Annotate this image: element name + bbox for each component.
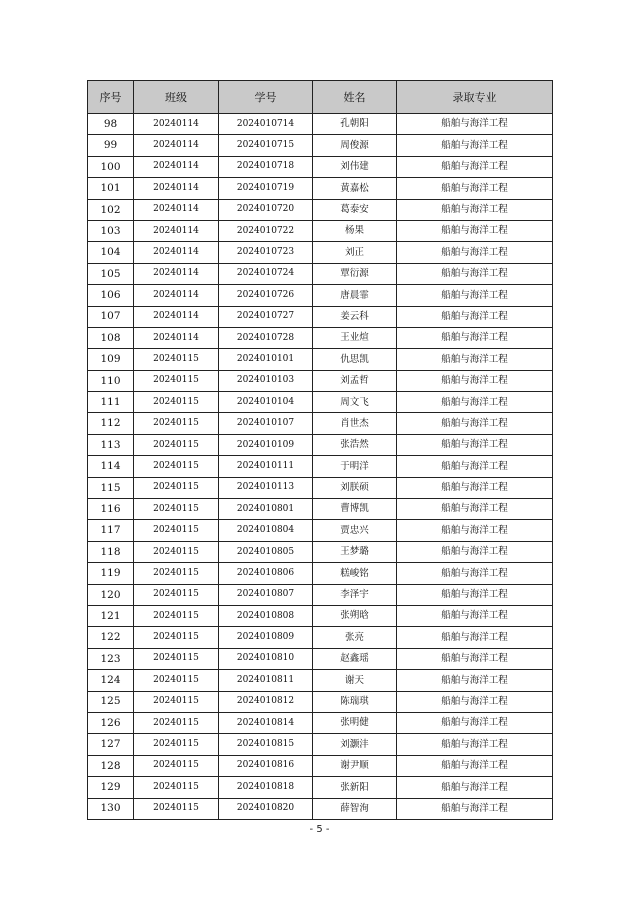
cell-class: 20240115 [134, 370, 219, 391]
cell-name: 薛智洵 [313, 798, 397, 819]
cell-student-id: 2024010816 [219, 755, 313, 776]
cell-class: 20240115 [134, 605, 219, 626]
cell-name: 刘灏沣 [313, 734, 397, 755]
cell-class: 20240115 [134, 434, 219, 455]
cell-student-id: 2024010104 [219, 392, 313, 413]
cell-seq: 122 [88, 627, 134, 648]
cell-student-id: 2024010103 [219, 370, 313, 391]
cell-name: 糕峻铭 [313, 563, 397, 584]
cell-major: 船舶与海洋工程 [397, 220, 553, 241]
table-row [88, 648, 553, 669]
cell-name: 黄嘉松 [313, 178, 397, 199]
cell-class: 20240115 [134, 541, 219, 562]
cell-seq: 118 [88, 541, 134, 562]
cell-major: 船舶与海洋工程 [397, 413, 553, 434]
cell-major: 船舶与海洋工程 [397, 370, 553, 391]
table-row [88, 349, 553, 370]
cell-student-id: 2024010805 [219, 541, 313, 562]
cell-seq: 104 [88, 242, 134, 263]
cell-seq: 120 [88, 584, 134, 605]
table-row [88, 135, 553, 156]
cell-major: 船舶与海洋工程 [397, 306, 553, 327]
cell-name: 刘正 [313, 242, 397, 263]
cell-student-id: 2024010806 [219, 563, 313, 584]
cell-name: 王业煊 [313, 327, 397, 348]
cell-student-id: 2024010718 [219, 156, 313, 177]
cell-seq: 114 [88, 456, 134, 477]
cell-class: 20240115 [134, 712, 219, 733]
cell-class: 20240115 [134, 755, 219, 776]
cell-class: 20240115 [134, 691, 219, 712]
cell-seq: 110 [88, 370, 134, 391]
cell-class: 20240115 [134, 584, 219, 605]
cell-major: 船舶与海洋工程 [397, 627, 553, 648]
cell-seq: 121 [88, 605, 134, 626]
cell-class: 20240115 [134, 648, 219, 669]
table-row [88, 178, 553, 199]
cell-seq: 117 [88, 520, 134, 541]
cell-name: 王梦璐 [313, 541, 397, 562]
cell-major: 船舶与海洋工程 [397, 456, 553, 477]
cell-major: 船舶与海洋工程 [397, 520, 553, 541]
cell-major: 船舶与海洋工程 [397, 135, 553, 156]
cell-major: 船舶与海洋工程 [397, 392, 553, 413]
cell-class: 20240114 [134, 220, 219, 241]
cell-seq: 111 [88, 392, 134, 413]
cell-class: 20240114 [134, 135, 219, 156]
cell-name: 刘孟哲 [313, 370, 397, 391]
cell-seq: 129 [88, 777, 134, 798]
cell-class: 20240114 [134, 327, 219, 348]
table-row [88, 605, 553, 626]
cell-student-id: 2024010804 [219, 520, 313, 541]
cell-name: 李泽宇 [313, 584, 397, 605]
cell-student-id: 2024010113 [219, 477, 313, 498]
cell-name: 肖世杰 [313, 413, 397, 434]
cell-student-id: 2024010801 [219, 499, 313, 520]
table-row [88, 392, 553, 413]
cell-name: 谢尹顺 [313, 755, 397, 776]
cell-student-id: 2024010715 [219, 135, 313, 156]
cell-major: 船舶与海洋工程 [397, 777, 553, 798]
cell-student-id: 2024010720 [219, 199, 313, 220]
cell-student-id: 2024010818 [219, 777, 313, 798]
table-row [88, 477, 553, 498]
table-row [88, 563, 553, 584]
cell-name: 张明健 [313, 712, 397, 733]
cell-name: 贾忠兴 [313, 520, 397, 541]
cell-student-id: 2024010714 [219, 114, 313, 135]
table-row [88, 520, 553, 541]
cell-student-id: 2024010820 [219, 798, 313, 819]
table-header-row [88, 81, 553, 114]
cell-student-id: 2024010810 [219, 648, 313, 669]
table-row [88, 199, 553, 220]
cell-name: 周俊源 [313, 135, 397, 156]
cell-seq: 101 [88, 178, 134, 199]
table-row [88, 541, 553, 562]
cell-name: 曹博凯 [313, 499, 397, 520]
header-student-id: 学号 [219, 81, 313, 114]
table-row [88, 370, 553, 391]
cell-major: 船舶与海洋工程 [397, 242, 553, 263]
cell-major: 船舶与海洋工程 [397, 712, 553, 733]
cell-class: 20240115 [134, 563, 219, 584]
cell-name: 张亮 [313, 627, 397, 648]
table-row [88, 670, 553, 691]
cell-class: 20240114 [134, 242, 219, 263]
cell-name: 覃衍源 [313, 263, 397, 284]
cell-class: 20240115 [134, 392, 219, 413]
cell-seq: 112 [88, 413, 134, 434]
cell-student-id: 2024010809 [219, 627, 313, 648]
cell-seq: 126 [88, 712, 134, 733]
cell-major: 船舶与海洋工程 [397, 349, 553, 370]
cell-major: 船舶与海洋工程 [397, 798, 553, 819]
cell-major: 船舶与海洋工程 [397, 114, 553, 135]
admission-table [87, 80, 553, 820]
cell-major: 船舶与海洋工程 [397, 734, 553, 755]
cell-seq: 100 [88, 156, 134, 177]
cell-student-id: 2024010109 [219, 434, 313, 455]
cell-major: 船舶与海洋工程 [397, 477, 553, 498]
header-class: 班级 [134, 81, 219, 114]
cell-major: 船舶与海洋工程 [397, 648, 553, 669]
cell-seq: 109 [88, 349, 134, 370]
cell-class: 20240114 [134, 263, 219, 284]
cell-seq: 116 [88, 499, 134, 520]
table-row [88, 220, 553, 241]
cell-name: 唐晨霏 [313, 285, 397, 306]
page-number: - 5 - [309, 824, 330, 835]
table-row [88, 584, 553, 605]
cell-student-id: 2024010811 [219, 670, 313, 691]
cell-student-id: 2024010815 [219, 734, 313, 755]
cell-seq: 107 [88, 306, 134, 327]
cell-seq: 123 [88, 648, 134, 669]
table-row [88, 263, 553, 284]
table-row [88, 434, 553, 455]
cell-student-id: 2024010724 [219, 263, 313, 284]
cell-major: 船舶与海洋工程 [397, 499, 553, 520]
cell-class: 20240115 [134, 499, 219, 520]
cell-major: 船舶与海洋工程 [397, 178, 553, 199]
cell-name: 葛泰安 [313, 199, 397, 220]
cell-class: 20240114 [134, 156, 219, 177]
cell-seq: 99 [88, 135, 134, 156]
cell-seq: 119 [88, 563, 134, 584]
table-row [88, 798, 553, 819]
table-row [88, 285, 553, 306]
cell-class: 20240114 [134, 306, 219, 327]
table-row [88, 413, 553, 434]
header-major: 录取专业 [397, 81, 553, 114]
cell-student-id: 2024010727 [219, 306, 313, 327]
cell-class: 20240114 [134, 199, 219, 220]
cell-name: 孔朝阳 [313, 114, 397, 135]
cell-name: 刘朕硕 [313, 477, 397, 498]
cell-major: 船舶与海洋工程 [397, 563, 553, 584]
cell-class: 20240115 [134, 627, 219, 648]
cell-class: 20240114 [134, 178, 219, 199]
cell-seq: 108 [88, 327, 134, 348]
cell-class: 20240115 [134, 734, 219, 755]
cell-seq: 105 [88, 263, 134, 284]
cell-class: 20240115 [134, 413, 219, 434]
cell-name: 仇思凯 [313, 349, 397, 370]
cell-major: 船舶与海洋工程 [397, 691, 553, 712]
cell-seq: 103 [88, 220, 134, 241]
table-row [88, 156, 553, 177]
cell-seq: 124 [88, 670, 134, 691]
cell-student-id: 2024010808 [219, 605, 313, 626]
cell-student-id: 2024010812 [219, 691, 313, 712]
cell-major: 船舶与海洋工程 [397, 156, 553, 177]
table-row [88, 777, 553, 798]
table-row [88, 114, 553, 135]
cell-major: 船舶与海洋工程 [397, 670, 553, 691]
cell-major: 船舶与海洋工程 [397, 755, 553, 776]
cell-major: 船舶与海洋工程 [397, 434, 553, 455]
cell-name: 于明洋 [313, 456, 397, 477]
cell-student-id: 2024010101 [219, 349, 313, 370]
cell-seq: 102 [88, 199, 134, 220]
cell-major: 船舶与海洋工程 [397, 605, 553, 626]
table-body [88, 114, 553, 820]
table-row [88, 327, 553, 348]
cell-name: 张新阳 [313, 777, 397, 798]
cell-major: 船舶与海洋工程 [397, 327, 553, 348]
cell-student-id: 2024010722 [219, 220, 313, 241]
cell-name: 杨果 [313, 220, 397, 241]
cell-seq: 125 [88, 691, 134, 712]
cell-student-id: 2024010814 [219, 712, 313, 733]
cell-class: 20240115 [134, 777, 219, 798]
cell-student-id: 2024010111 [219, 456, 313, 477]
cell-class: 20240115 [134, 477, 219, 498]
table-row [88, 456, 553, 477]
cell-major: 船舶与海洋工程 [397, 584, 553, 605]
cell-name: 张浩然 [313, 434, 397, 455]
cell-class: 20240115 [134, 798, 219, 819]
cell-name: 张朔晗 [313, 605, 397, 626]
table-row [88, 242, 553, 263]
table-row [88, 691, 553, 712]
cell-seq: 98 [88, 114, 134, 135]
table-row [88, 306, 553, 327]
table-row [88, 755, 553, 776]
cell-class: 20240114 [134, 114, 219, 135]
cell-name: 周文飞 [313, 392, 397, 413]
cell-seq: 113 [88, 434, 134, 455]
table-row [88, 734, 553, 755]
cell-student-id: 2024010107 [219, 413, 313, 434]
cell-student-id: 2024010807 [219, 584, 313, 605]
cell-seq: 106 [88, 285, 134, 306]
cell-class: 20240115 [134, 349, 219, 370]
cell-student-id: 2024010723 [219, 242, 313, 263]
cell-student-id: 2024010719 [219, 178, 313, 199]
cell-student-id: 2024010726 [219, 285, 313, 306]
table-row [88, 499, 553, 520]
cell-seq: 127 [88, 734, 134, 755]
cell-seq: 130 [88, 798, 134, 819]
cell-major: 船舶与海洋工程 [397, 541, 553, 562]
cell-name: 姜云科 [313, 306, 397, 327]
cell-class: 20240115 [134, 670, 219, 691]
cell-major: 船舶与海洋工程 [397, 199, 553, 220]
table-row [88, 627, 553, 648]
cell-major: 船舶与海洋工程 [397, 263, 553, 284]
cell-name: 赵鑫瑶 [313, 648, 397, 669]
header-seq: 序号 [88, 81, 134, 114]
cell-seq: 128 [88, 755, 134, 776]
cell-student-id: 2024010728 [219, 327, 313, 348]
cell-class: 20240114 [134, 285, 219, 306]
cell-name: 陈瑞琪 [313, 691, 397, 712]
cell-class: 20240115 [134, 520, 219, 541]
cell-name: 刘伟建 [313, 156, 397, 177]
cell-seq: 115 [88, 477, 134, 498]
cell-name: 谢天 [313, 670, 397, 691]
cell-major: 船舶与海洋工程 [397, 285, 553, 306]
cell-class: 20240115 [134, 456, 219, 477]
table-row [88, 712, 553, 733]
header-name: 姓名 [313, 81, 397, 114]
